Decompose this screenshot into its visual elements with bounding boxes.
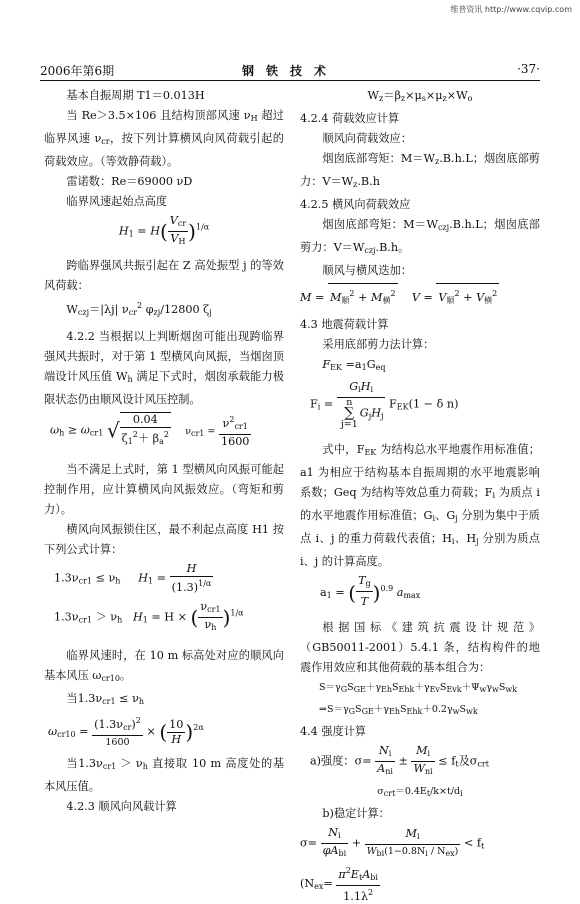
section-4-4: 4.4 强度计算 (300, 725, 367, 738)
equation-superposition: $M = M_顺^2 + M_横^2$ $V = V_顺^2 + V_横^2$ (300, 283, 540, 313)
section-4-2-5: 4.2.5 横风向荷载效应 (300, 198, 411, 211)
stability-label: b)稳定计算： (322, 807, 390, 820)
reynolds-line: 雷诺数：Re＝69000 νD (66, 175, 193, 188)
right-column (300, 86, 540, 903)
case-line-1: 当$1.3\nu_{cr1} \le \nu_h$ (66, 692, 145, 706)
paragraph-lock-zone: 横风向风振锁住区，最不利起点高度 H1 按下列公式计算： (44, 523, 284, 556)
equation-s2: $\Rightarrow S=\gamma_GS_{GE}+\gamma_{Eh}S_{Ehk}+0.2\gamma_wS_{wk}$ (319, 704, 478, 716)
paragraph-definitions: 式中，$F_{EK}$ 为结构总水平地震作用标准值；a1 为相应于结构基本自振周期的水平地震影响系数；Geq 为结构等效总重力荷载；$F_i$ 为质点 i 的水平地震作用标准值；$G_i$、$G_j$ 分别为集中于质点 i、j 的重力荷载代表值；$H_i$、$H_j$ 分别为质点 i、j 的计算高度。 (300, 443, 540, 568)
equation-omega: $\omega_h \ge \omega_{cr1}$ √ $\frac{0.04}{\zeta_1^2+ \beta_a^2}$ $\nu_{cr1}$ = $\frac{\nu^2_{cr1}}{1600}$ (50, 413, 250, 448)
equation-wz: $W_z=\beta_z\times\mu_s\times\mu_z\times W_o$ (367, 89, 473, 103)
paragraph-resonance: 跨临界强风共振引起在 Z 高处振型 j 的等效风荷载： (44, 259, 284, 292)
page-header (40, 62, 540, 80)
section-4-2-4: 4.2.4 荷载效应计算 (300, 112, 400, 125)
cross-wind-moment: 烟囱底部弯矩：$M=W_{czj}.B.h.L$；烟囱底部剪力：$V=W_{czj}.B.h$。 (300, 218, 540, 255)
issue-label: 2006年第6期 (40, 64, 115, 78)
equation-strength: a)强度：σ= $\frac{N_i}{A_{ni}}$ ± $\frac{M_i}{W_{ni}}$ ≤ $f_t$及$\sigma_{crt}$ (310, 744, 489, 776)
equation-wczj: $W_{czj}=|\lambda j|$ $\nu_{cr}^2$ $\varphi_{zj}/12800$ $\zeta_j$ (66, 301, 212, 317)
paragraph-code: 根据国标《建筑抗震设计规范》（GB50011-2001）5.4.1 条，结构构件的地震作用效应和其他荷载的基本组合为： (300, 621, 540, 674)
equation-case2: $1.3\nu_{cr1} > \nu_h$ $H_1 = H$ × ( $\frac{\nu_{cr1}}{\nu_h}$ )$^{1/\alpha}$ (54, 600, 244, 632)
paragraph-basic-pressure: 临界风速时，在 10 m 标高处对应的顺风向基本风压 $\omega_{cr10}$。 (44, 649, 284, 683)
paragraph-critical: 当 Re＞3.5×106 且结构顶部风速 $\nu_H$ 超过临界风速 $\nu_{cr}$，按下列计算横风向风荷载引起的荷载效应。（等效静荷载）。 (44, 109, 284, 168)
left-column (44, 86, 284, 817)
base-shear-label: 采用底部剪力法计算： (322, 338, 435, 351)
along-wind-effect: 顺风向荷载效应： (322, 132, 412, 145)
superposition-label: 顺风与横风迭加： (322, 264, 412, 277)
section-4-2-2: 4.2.2 当根据以上判断烟囱可能出现跨临界强风共振时，对于第 1 型横风向风振，当烟囱顶端设计风压值 $W_h$ 满足下式时，烟囱承载能力极限状态仍由顺风设计风压控制。 (44, 330, 284, 406)
equation-fek: $F_{EK} =a_1G_{eq}$ (322, 358, 386, 372)
header-rule (40, 80, 540, 81)
page-number: ·37· (517, 62, 540, 76)
equation-case1: $1.3\nu_{cr1} \le \nu_h$ $H_1$ = $\frac{H}{(1.3)^{1/\alpha}}$ (54, 562, 212, 594)
section-4-3: 4.3 地震荷载计算 (300, 318, 389, 331)
along-wind-moment: 烟囱底部弯矩：$M=W_z.B.h.L$；烟囱底部剪力：$V=W_z.B.h$ (300, 152, 540, 189)
equation-fi: $F_i$ = $G_iH_i$ n ∑ j=1 $G_jH_j$ $F_{EK}(1 - \delta$ n) (310, 380, 459, 430)
case-line-2: 当$1.3\nu_{cr1} > \nu_h$ 直接取 10 m 高度处的基本风压值。 (44, 757, 285, 793)
critical-height-line: 临界风速起始点高度 (66, 195, 168, 208)
equation-nex: ($N_{ex}=$ $\frac{\pi^2E_tA_{bi}}{1.1\lambda^2}$ (300, 866, 378, 903)
paragraph-control: 当不满足上式时，第 1 型横风向风振可能起控制作用，应计算横风向风振效应。（弯矩和剪力）。 (44, 463, 284, 516)
equation-a1: $a_1$ = ( $\frac{T_g}{T})^{0.9}$ $a_{max}$ (320, 574, 421, 608)
journal-title: 钢铁技术 (241, 64, 338, 78)
equation-h1: $H_1 = H$( $\frac{V_{cr}}{V_H}$ )$^{1/\alpha}$ (118, 214, 210, 246)
period-line: 基本自振周期 T1＝0.013H (66, 89, 205, 102)
equation-s1: $S=\gamma_GS_{GE}+\gamma_{Eh}S_{Ehk}+\gamma_{Ev}S_{Evk}+\Psi_w\gamma_wS_{wk}$ (319, 682, 518, 694)
equation-omega-cr10: $\omega_{cr10}$ = $\frac{(1.3\nu_{cr})^2}{1600}$ × ( $\frac{10}{H}$ )$^{2\alpha}$ (48, 716, 204, 748)
equation-sigma-crt: $\sigma_{crt}=0.4E_t/k\times t/d_i$ (377, 786, 463, 798)
watermark: 维普资讯 http://www.cqvip.com (450, 5, 572, 14)
equation-stability: σ= $\frac{N_i}{\varphi A_{bi}}$ + $\frac{M_i}{W_{bi}(1-0.8N_i / N_{ex})}$ < $f_t$ (300, 826, 485, 858)
section-4-2-3: 4.2.3 顺风向风载计算 (66, 800, 177, 813)
